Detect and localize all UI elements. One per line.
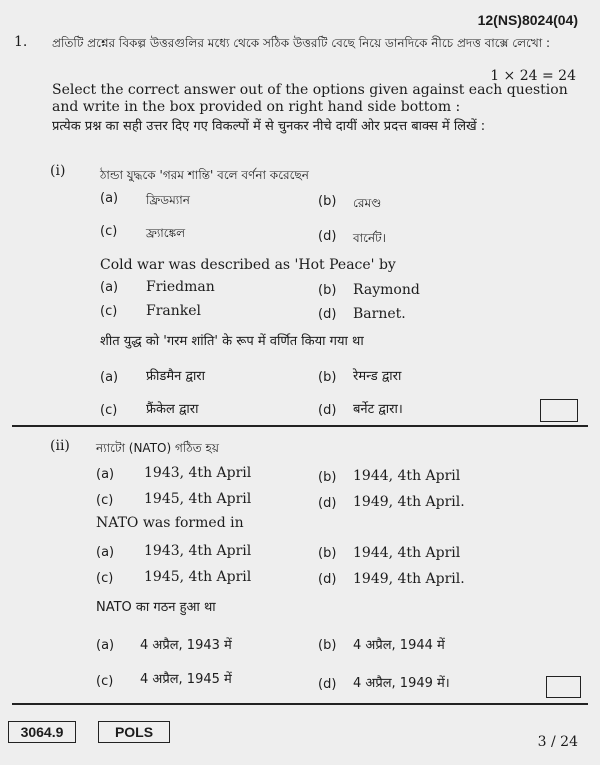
answer-box[interactable] [546,676,581,698]
option-text: 1944, 4th April [353,468,461,484]
option-key: (d) [318,403,337,418]
option-key: (c) [100,403,118,418]
option-text: 1949, 4th April. [353,571,465,587]
instruction-hindi: प्रत्येक प्रश्न का सही उत्तर दिए गए विकल्पों में से चुनकर नीचे दायीं ओर प्रदत्त बाक्स में लिखें : [52,119,486,134]
option-text: रेमन्ड द्वारा [353,369,402,384]
option-key: (b) [318,370,337,385]
option-text: 1949, 4th April. [353,494,465,510]
instruction-english: Select the correct answer out of the options given against each question and write in the box provided on right hand side bottom : [52,82,568,115]
option-key: (d) [318,496,337,511]
subquestion-number: (i) [50,163,66,179]
option-key: (c) [100,224,118,239]
option-key: (d) [318,677,337,692]
option-text: 4 अप्रैल, 1944 में [353,638,445,653]
option-key: (a) [96,545,115,560]
option-key: (a) [96,467,115,482]
option-key: (b) [318,283,337,298]
option-text: 4 अप्रैल, 1949 में। [353,676,450,691]
option-key: (b) [318,546,337,561]
option-key: (a) [100,370,119,385]
option-text: Raymond [353,282,420,298]
option-text: 4 अप्रैल, 1945 में [140,672,232,687]
option-key: (b) [318,638,337,653]
option-text: 1945, 4th April [144,491,252,507]
paper-code: 12(NS)8024(04) [477,12,578,28]
option-text: 4 अप्रैल, 1943 में [140,638,232,653]
marks-allocation: 1 × 24 = 24 [490,68,576,84]
option-key: (c) [100,304,118,319]
option-key: (a) [100,280,119,295]
option-key: (a) [100,191,119,206]
instruction-bengali: প্রতিটি প্রশ্নের বিকল্প উত্তরগুলির মধ্যে থেকে সঠিক উত্তরটি বেছে নিয়ে ডানদিকে নীচে প্রদত্ত বাক্সে লেখো : [52,36,551,50]
option-key: (d) [318,229,337,244]
footer-code: 3064.9 [8,721,76,743]
option-text: Barnet. [353,306,406,322]
stem-english: NATO was formed in [96,515,244,531]
stem-hindi: शीत युद्ध को 'गरम शांति' के रूप में वर्णित किया गया था [100,334,364,349]
answer-box[interactable] [540,399,578,422]
page-number: 3 / 24 [537,734,578,750]
subquestion-number: (ii) [50,438,70,454]
option-text: রেমণ্ড [353,196,382,210]
option-text: 1943, 4th April [144,543,252,559]
option-key: (b) [318,194,337,209]
option-key: (c) [96,674,114,689]
option-text: फ्रैंकेल द्वारा [146,402,199,417]
stem-hindi: NATO का गठन हुआ था [96,600,216,615]
option-text: फ्रीडमैन द्वारा [146,369,205,384]
stem-bengali: ঠান্ডা যুদ্ধকে 'গরম শান্তি' বলে বর্ণনা করেছেন [100,168,309,182]
option-text: ফ্র্যাঙ্কেল [146,226,186,240]
section-divider [12,703,588,705]
option-text: বার্নেট। [353,231,386,245]
option-text: बर्नेट द्वारा। [353,402,403,417]
option-text: 1944, 4th April [353,545,461,561]
option-text: ফ্রিডম্যান [146,193,190,207]
stem-english: Cold war was described as 'Hot Peace' by [100,257,396,273]
stem-bengali: ন্যাটো (NATO) গঠিত হয় [96,441,219,455]
option-text: 1943, 4th April [144,465,252,481]
option-text: 1945, 4th April [144,569,252,585]
footer-subject: POLS [98,721,170,743]
section-divider [12,425,588,427]
question-number: 1. [14,34,28,50]
option-key: (c) [96,493,114,508]
option-key: (b) [318,470,337,485]
option-text: Friedman [146,279,215,295]
option-key: (a) [96,638,115,653]
option-key: (d) [318,572,337,587]
option-key: (d) [318,307,337,322]
option-key: (c) [96,571,114,586]
option-text: Frankel [146,303,202,319]
